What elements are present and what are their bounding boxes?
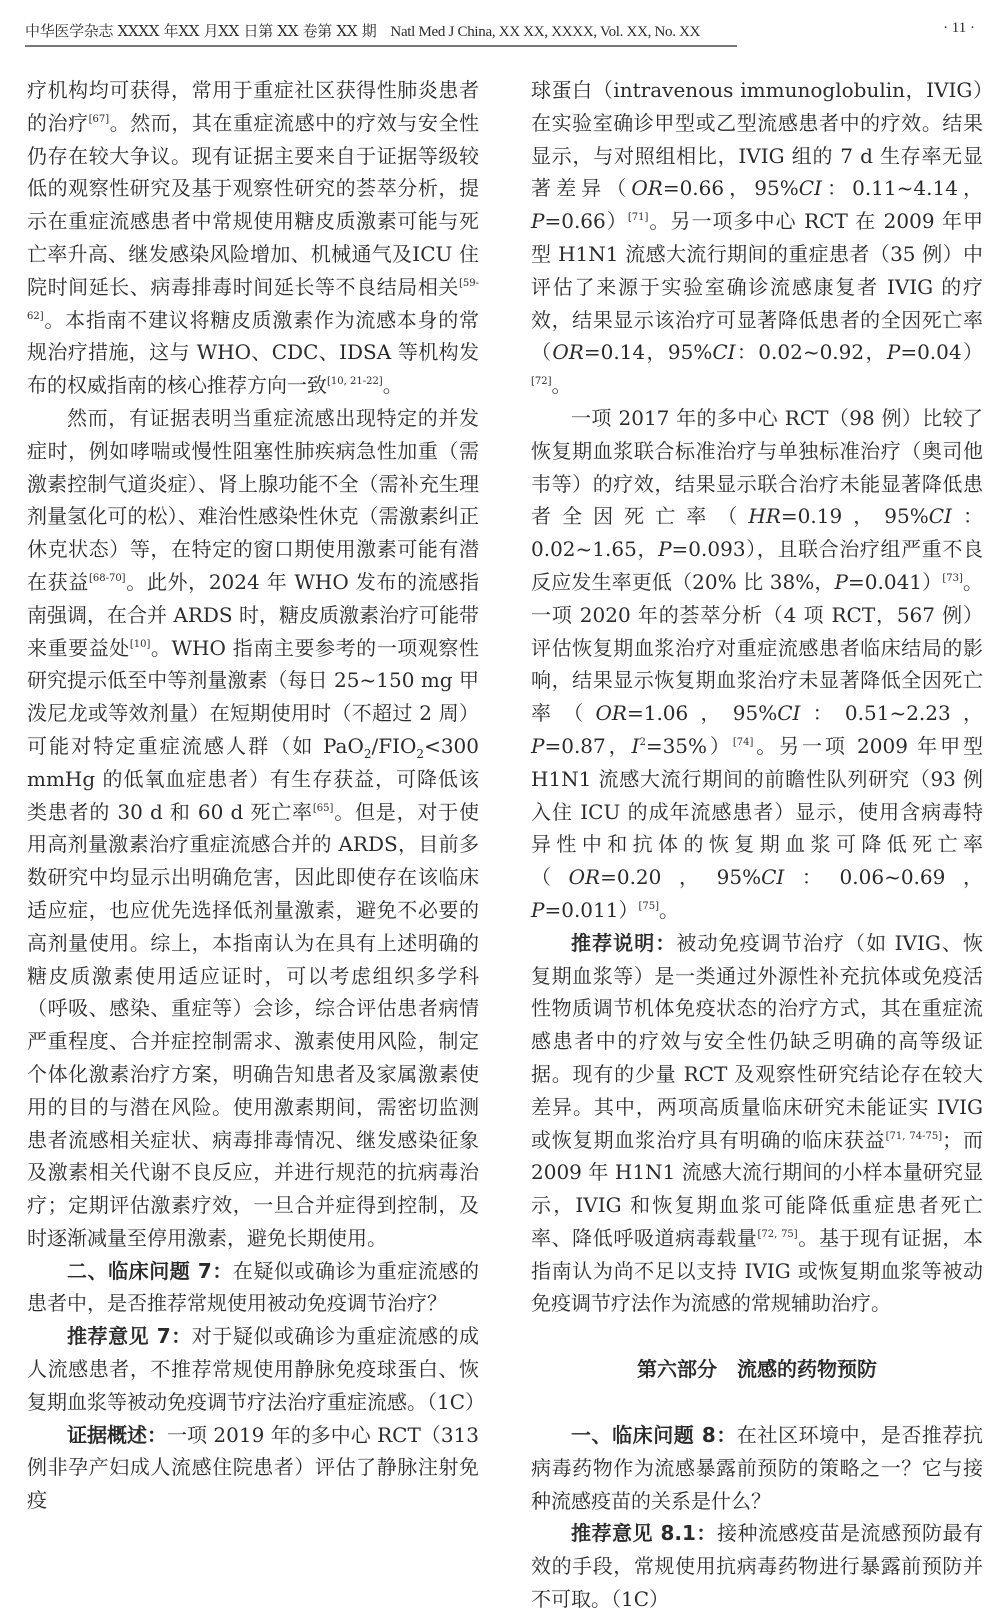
text: =0.04） (900, 340, 983, 365)
question-text: 在社区环境中，是否推荐抗病毒药物作为流感暴露前预防的策略之一？它与接种流感疫苗的关系是什么？ (531, 1423, 984, 1513)
citation: [68-70] (88, 572, 126, 584)
question-label: 二、临床问题 7： (67, 1258, 233, 1283)
stat-symbol: OR (595, 701, 627, 726)
text: 疗机构均可获得，常用于重症社区获得性肺炎患者的治疗 (27, 78, 479, 135)
evidence-text: 一项 2019 年的多中心 RCT（313 例非孕产妇成人流感住院患者）评估了静脉注射免疫 (27, 1422, 479, 1513)
recommendation-8-1 (531, 1517, 983, 1615)
citation: [59-62] (27, 277, 479, 322)
stat-symbol: P (531, 733, 545, 758)
text: 。另一项 2009 年甲型 H1N1 流感大流行期间的前瞻性队列研究（93 例入住 ICU 的成年流感患者）显示，使用含病毒特异性中和抗体的恢复期血浆可降低死亡率（ (531, 733, 983, 890)
stat-symbol: P (834, 569, 849, 594)
text: =0.14，95% (583, 340, 713, 365)
text: 。基于现有证据，本指南认为尚不足以支持 IVIG 或恢复期血浆等被动免疫调节疗法作为流感的常规辅助治疗。 (531, 1225, 984, 1316)
text: =0.19，95% (780, 504, 929, 529)
recommendation-label: 推荐意见 8.1： (571, 1521, 717, 1546)
recommendation-explanation (531, 927, 983, 1321)
citation: [10] (129, 638, 151, 650)
paragraph-ivig-evidence (531, 74, 983, 402)
question-label: 一、临床问题 8： (571, 1423, 737, 1448)
stat-symbol: HR (748, 504, 781, 529)
text: 一项 2017 年的多中心 RCT（98 例）比较了恢复期血浆联合标准治疗与单独标准治疗（奥司他韦等）的疗效，结果显示联合治疗未能显著降低患者全因死亡率（ (531, 405, 983, 529)
text: 。此外，2024 年 WHO 发布的流感指南强调，在合并 ARDS 时，糖皮质激素治疗可能带来重要益处 (27, 569, 480, 660)
clinical-question-7 (27, 1255, 479, 1321)
recommendation-text: 对于疑似或确诊为重症流感的成人流感患者，不推荐常规使用静脉免疫球蛋白、恢复期血浆等被动免疫调节疗法治疗重症流感。（1C） (27, 1324, 486, 1414)
citation: [67] (88, 113, 110, 125)
text: 。 (551, 373, 572, 398)
citation: [72, 75] (757, 1228, 798, 1240)
text: =0.66） (544, 209, 628, 234)
text: =1.06，95% (626, 701, 778, 726)
stat-symbol: OR (552, 340, 584, 365)
text: 。然而，其在重症流感中的疗效与安全性仍存在较大争议。现有证据主要来自于证据等级较低的观察性研究及基于观察性研究的荟萃分析，提示在重症流感患者中常规使用糖皮质激素可能与死亡率升高、继发感染风险增加、机械通气及ICU 住院时间延长、病毒排毒时间延长等不良结局相关 (27, 110, 480, 299)
question-text: 在疑似或确诊为重症流感的患者中，是否推荐常规使用被动免疫调节治疗？ (27, 1258, 480, 1316)
journal-name-cn: 中华医学杂志 XXXX 年XX 月XX 日第 XX 卷第 XX 期 (25, 22, 377, 40)
citation: [75] (638, 900, 660, 912)
stat-symbol: P (531, 209, 545, 234)
text: 。但是，对于使用高剂量激素治疗重症流感合并的 ARDS，目前多数研究中均显示出明确危害，因此即使存在该临床适应症，也应优先选择低剂量激素，避免不必要的高剂量使用。综上，本指南认为在具有上述明确的糖皮质激素使用适应证时，可以考虑组织多学科（呼吸、感染、重症等）会诊，综合评估患者病情严重程度、合并症控制需求、激素使用风险，制定个体化激素治疗方案，明确告知患者及家属激素使用的目的与潜在风险。使用激素期间，需密切监测患者流感相关症状、病毒排毒情况、继发感染征象及激素相关代谢不良反应，并进行规范的抗病毒治疗；定期评估激素疗效，一旦合并症得到控制，及时逐渐减量至停用激素，避免长期使用。 (27, 799, 479, 1250)
evidence-label: 证据概述： (67, 1422, 168, 1447)
explanation-label: 推荐说明： (571, 930, 677, 955)
citation: [71, 74-75] (885, 1130, 943, 1142)
subscript: 2 (363, 746, 372, 761)
text: ：0.11~4.14， (821, 176, 984, 201)
text: =0.011） (544, 897, 639, 922)
journal-name-en: Natl Med J China, XX XX, XXXX, Vol. XX, No. XX (390, 24, 701, 40)
text: ：0.02~1.65， (531, 504, 984, 562)
text: 。一项 2020 年的荟萃分析（4 项 RCT，567 例）评估恢复期血浆治疗对重症流感患者临床结局的影响，结果显示恢复期血浆治疗未显著降低全因死亡率（ (531, 569, 984, 726)
paragraph-glucocorticoid-indications (27, 402, 479, 1255)
text: 。另一项多中心 RCT 在 2009 年甲型 H1N1 流感大流行期间的重症患者（35 例）中评估了来源于实验室确诊流感康复者 IVIG 的疗效，结果显示该治疗可显著降低患者的全因死亡率（ (531, 209, 983, 365)
text: 。本指南不建议将糖皮质激素作为流感本身的常规治疗措施，这与 WHO、CDC、IDSA 等机构发布的权威指南的核心推荐方向一致 (27, 307, 479, 398)
journal-citation (25, 20, 737, 47)
stat-symbol: P (886, 340, 901, 365)
stat-symbol: I (631, 733, 640, 758)
subscript: 2 (416, 746, 425, 761)
text: 。WHO 指南主要参考的一项观察性研究提示低至中等剂量激素（每日 25~150 mg 甲泼尼龙或等效剂量）在短期使用时（不超过 2 周）可能对特定重症流感人群（如 PaO (27, 635, 479, 758)
evidence-summary (27, 1419, 479, 1517)
section-heading: 第六部分 流感的药物预防 (637, 1357, 877, 1382)
citation: [73] (942, 572, 963, 584)
right-column (531, 74, 983, 1616)
citation: [72] (531, 376, 552, 388)
stat-symbol: CI (777, 701, 801, 726)
text: 被动免疫调节治疗（如 IVIG、恢复期血浆等）是一类通过外源性补充抗体或免疫活性物质调节机体免疫状态的治疗方式，其在重症流感患者中的疗效与安全性仍缺乏明确的高等级证据。现有的少量 RCT 及观察性研究结论存在较大差异。其中，两项高质量临床研究未能证实 IVIG 或恢复期血浆治疗具有明确的临床获益 (531, 930, 984, 1152)
stat-symbol: P (531, 897, 545, 922)
stat-symbol: OR (568, 865, 601, 890)
text: 然而，有证据表明当重症流感出现特定的并发症时，例如哮喘或慢性阻塞性肺疾病急性加重（需激素控制气道炎症）、肾上腺功能不全（需补充生理剂量氢化可的松）、难治性感染性休克（需激素纠正休克状态）等，在特定的窗口期使用激素可能有潜在获益 (27, 405, 479, 594)
recommendation-text: 接种流感疫苗是流感预防最有效的手段，常规使用抗病毒药物进行暴露前预防并不可取。（1C） (531, 1521, 983, 1612)
text: <300 mmHg 的低氧血症患者）有生存获益，可降低该类患者的 30 d 和 60 d 死亡率 (27, 733, 479, 824)
text: ：0.02~0.92， (735, 340, 887, 365)
text: ：0.51~2.23， (800, 701, 983, 726)
text: ；而 2009 年 H1N1 流感大流行期间的小样本量研究显示，IVIG 和恢复期血浆可能降低重症患者死亡率、降低呼吸道病毒载量 (531, 1127, 984, 1250)
text: ：0.06~0.69， (784, 865, 983, 890)
recommendation-label: 推荐意见 7： (67, 1324, 192, 1349)
paragraph-glucocorticoid-evidence (27, 74, 479, 402)
page-number: · 11 · (943, 20, 975, 36)
citation: [71] (627, 212, 649, 224)
stat-symbol: CI (798, 176, 822, 201)
running-header (25, 16, 975, 46)
stat-symbol: CI (712, 340, 736, 365)
text: 球蛋白（intravenous immunoglobulin，IVIG）在实验室确诊甲型或乙型流感患者中的疗效。结果显示，与对照组相比，IVIG 组的 7 d 生存率无显著差异（ (531, 78, 983, 201)
stat-symbol: CI (761, 865, 785, 890)
text: =35%） (645, 733, 733, 758)
text: =0.093），且联合治疗组严重不良反应发生率更低（20% 比 38%， (531, 537, 983, 594)
superscript: 2 (639, 736, 646, 748)
stat-symbol: P (658, 537, 672, 562)
clinical-question-8 (531, 1419, 983, 1517)
citation: [10, 21-22] (327, 376, 383, 388)
paragraph-plasma-evidence (531, 402, 983, 927)
left-column (27, 74, 486, 1517)
citation: [65] (312, 802, 334, 814)
citation: [74] (732, 736, 754, 748)
text: =0.041） (848, 569, 943, 594)
text: 。 (659, 897, 680, 922)
stat-symbol: CI (928, 504, 952, 529)
text: /FIO (371, 733, 417, 758)
text: =0.66，95% (662, 176, 799, 201)
recommendation-7 (27, 1320, 486, 1418)
stat-symbol: OR (631, 176, 663, 201)
text: 。 (382, 373, 403, 398)
text: =0.87， (544, 733, 632, 758)
text: =0.20，95% (600, 865, 762, 890)
